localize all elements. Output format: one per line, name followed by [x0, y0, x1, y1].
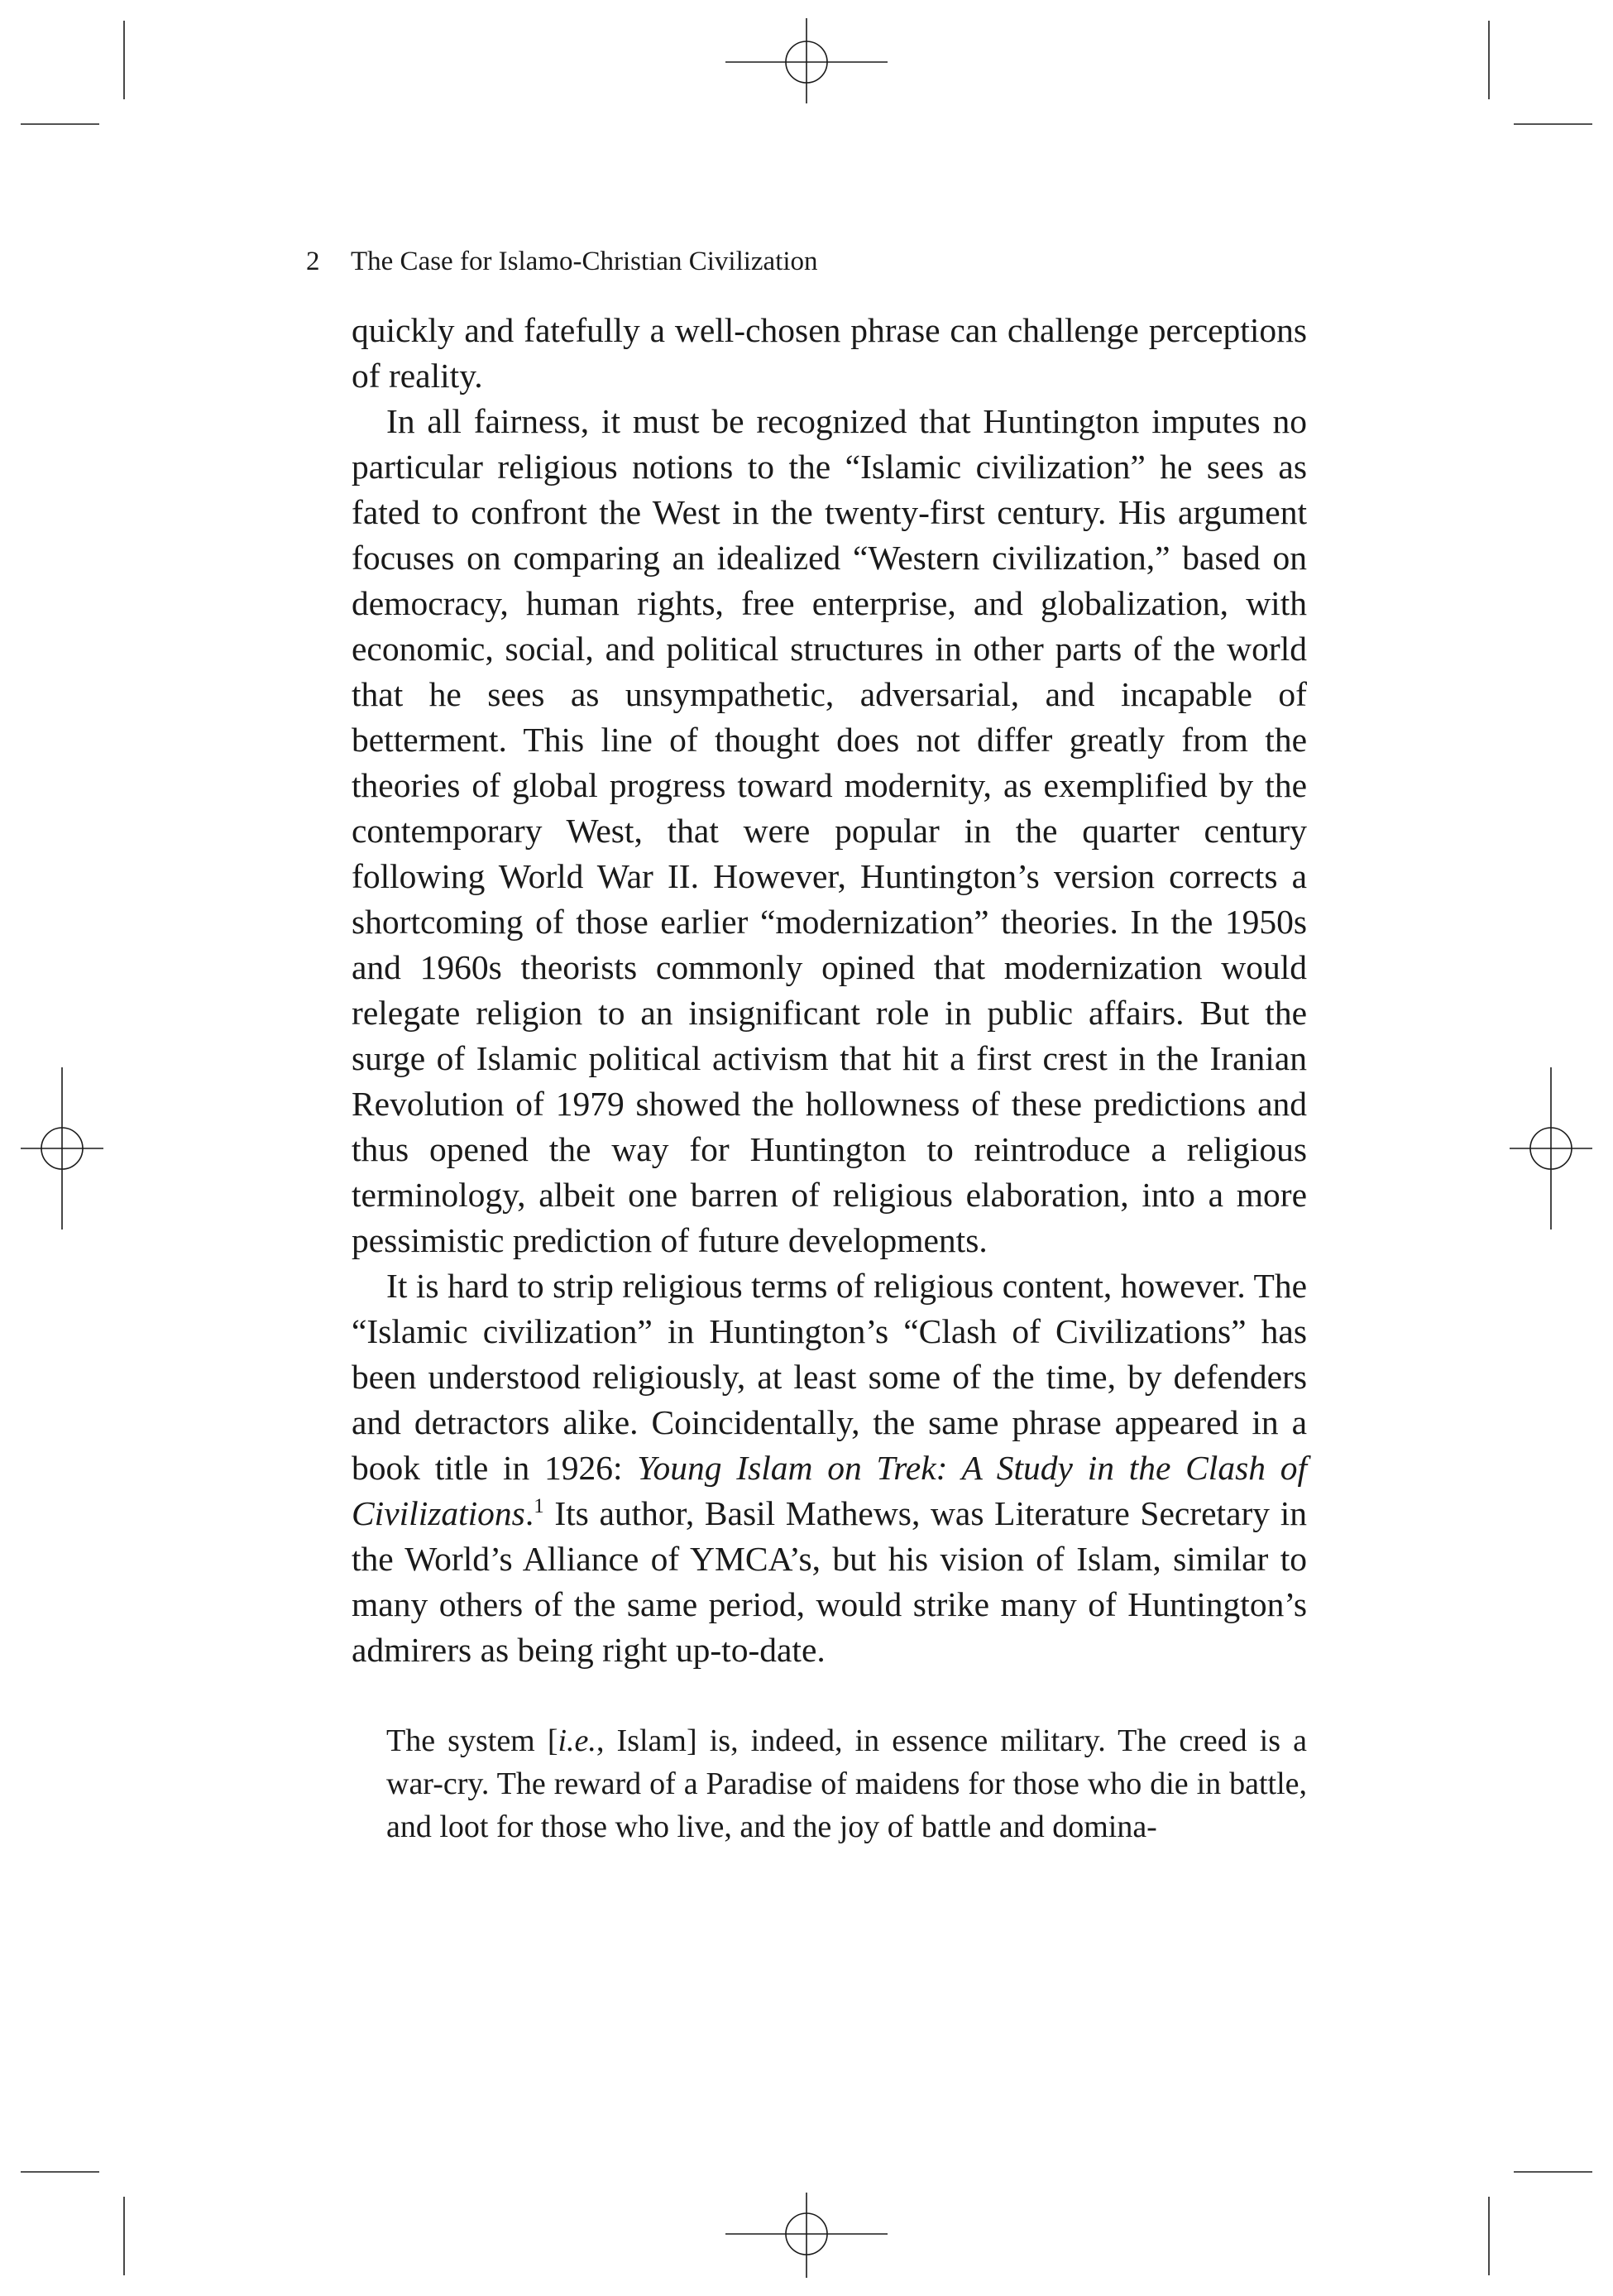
page-number: 2 — [306, 247, 320, 276]
registration-mark-left — [21, 1067, 103, 1229]
running-head — [306, 245, 818, 278]
registration-mark-bottom — [725, 2193, 888, 2278]
quote-abbreviation: i.e. — [558, 1723, 596, 1758]
body-text — [352, 308, 1307, 1848]
paragraph-3-continued: Its author, Basil Mathews, was Literature Secretary in the World’s Alliance of YMCA’s, but his vision of Islam, similar to many others of the same period, would strike many of Huntington’s admirers as being right up-to-date. — [352, 1494, 1307, 1669]
paragraph-3: It is hard to strip religious terms of religious content, however. The “Islamic civilization” in Huntington’s “Clash of Civilizations” has been understood religiously, at least some of the time, by defenders and detractors alike. Coincidentally, the same phrase appeared in a book title in 1926: Young Islam on Trek: A Study in the Clash of Civilizations.$^1$ Its author, Basil Mathews, was Literature Secretary in the World’s Alliance of YMCA’s, but his vision of Islam, similar to many others of the same period, would strike many of Huntington’s admirers as being right up-to-date. — [352, 1267, 1307, 1669]
book-title: Young Islam on Trek: A Study in the Clash of Civilizations — [352, 1449, 1307, 1532]
paragraph-3-text: It is hard to strip religious terms of religious content, however. The “Islamic civilization” in Huntington’s “Clash of Civilizations” has been understood religiously, at least some of the time, by defenders and detractors alike. Coincidentally, the same phrase appeared in a book title in 1926: — [352, 1267, 1307, 1487]
paragraph-1: quickly and fatefully a well-chosen phrase can challenge perceptions of reality. — [352, 311, 1307, 395]
registration-mark-right — [1510, 1067, 1592, 1229]
running-head-title: The Case for Islamo-Christian Civilization — [351, 247, 818, 276]
paragraph-2: In all fairness, it must be recognized that Huntington imputes no particular religious notions to the “Islamic civilization” he sees as fated to confront the West in the twenty-first century. His argument focuses on comparing an idealized “Western civilization,” based on democracy, human rights, free enterprise, and globalization, with economic, social, and political structures in other parts of the world that he sees as unsympathetic, adversarial, and incapable of betterment. This line of thought does not differ greatly from the theories of global progress toward modernity, as exemplified by the contemporary West, that were popular in the quarter century following World War II. However, Huntington’s version corrects a shortcoming of those earlier “modernization” theories. In the 1950s and 1960s theorists commonly opined that modernization would relegate religion to an insignificant role in public affairs. But the surge of Islamic political activism that hit a first crest in the Iranian Revolution of 1979 showed the hollowness of these predictions and thus opened the way for Huntington to reintroduce a religious terminology, albeit one barren of religious elaboration, into a more pessimistic prediction of future developments. — [352, 402, 1307, 1259]
registration-mark-top — [725, 18, 888, 103]
footnote-marker: 1 — [534, 1495, 544, 1518]
block-quote: The system [i.e., Islam] is, indeed, in essence military. The creed is a war-cry. The reward of a Paradise of maidens for those who die in battle, and loot for those who live, and the joy of battle and domina- — [386, 1723, 1307, 1844]
